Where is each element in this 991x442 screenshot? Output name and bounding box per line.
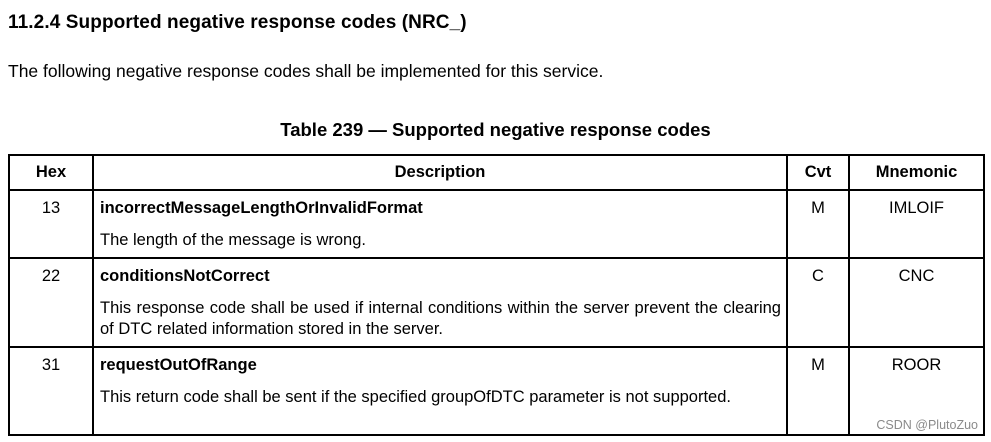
row-description bbox=[93, 347, 787, 435]
table-header-row bbox=[9, 155, 984, 190]
header-cvt: Cvt bbox=[787, 155, 849, 190]
row-hex: 31 bbox=[9, 347, 93, 435]
nrc-text: The length of the message is wrong. bbox=[100, 231, 366, 249]
table-row bbox=[9, 190, 984, 258]
nrc-table bbox=[8, 154, 985, 436]
header-description: Description bbox=[93, 155, 787, 190]
row-hex: 22 bbox=[9, 258, 93, 347]
nrc-name: requestOutOfRange bbox=[100, 356, 257, 374]
row-description bbox=[93, 190, 787, 258]
section-heading: 11.2.4 Supported negative response codes (NRC_) bbox=[8, 12, 467, 33]
row-cvt: C bbox=[787, 258, 849, 347]
intro-paragraph: The following negative response codes shall be implemented for this service. bbox=[8, 61, 604, 81]
watermark: CSDN @PlutoZuo bbox=[876, 418, 978, 432]
header-hex: Hex bbox=[9, 155, 93, 190]
row-mnemonic: ROOR bbox=[849, 347, 984, 435]
row-mnemonic: CNC bbox=[849, 258, 984, 347]
table-row bbox=[9, 347, 984, 435]
row-mnemonic: IMLOIF bbox=[849, 190, 984, 258]
table-row bbox=[9, 258, 984, 347]
row-hex: 13 bbox=[9, 190, 93, 258]
header-mnemonic: Mnemonic bbox=[849, 155, 984, 190]
row-cvt: M bbox=[787, 347, 849, 435]
nrc-name: incorrectMessageLengthOrInvalidFormat bbox=[100, 199, 423, 217]
nrc-text: This return code shall be sent if the specified groupOfDTC parameter is not supported. bbox=[100, 388, 731, 406]
row-description bbox=[93, 258, 787, 347]
row-cvt: M bbox=[787, 190, 849, 258]
nrc-text: This response code shall be used if internal conditions within the server prevent the clearing of DTC related information stored in the server. bbox=[100, 299, 781, 338]
table-title: Table 239 — Supported negative response codes bbox=[280, 119, 711, 140]
nrc-name: conditionsNotCorrect bbox=[100, 267, 270, 285]
